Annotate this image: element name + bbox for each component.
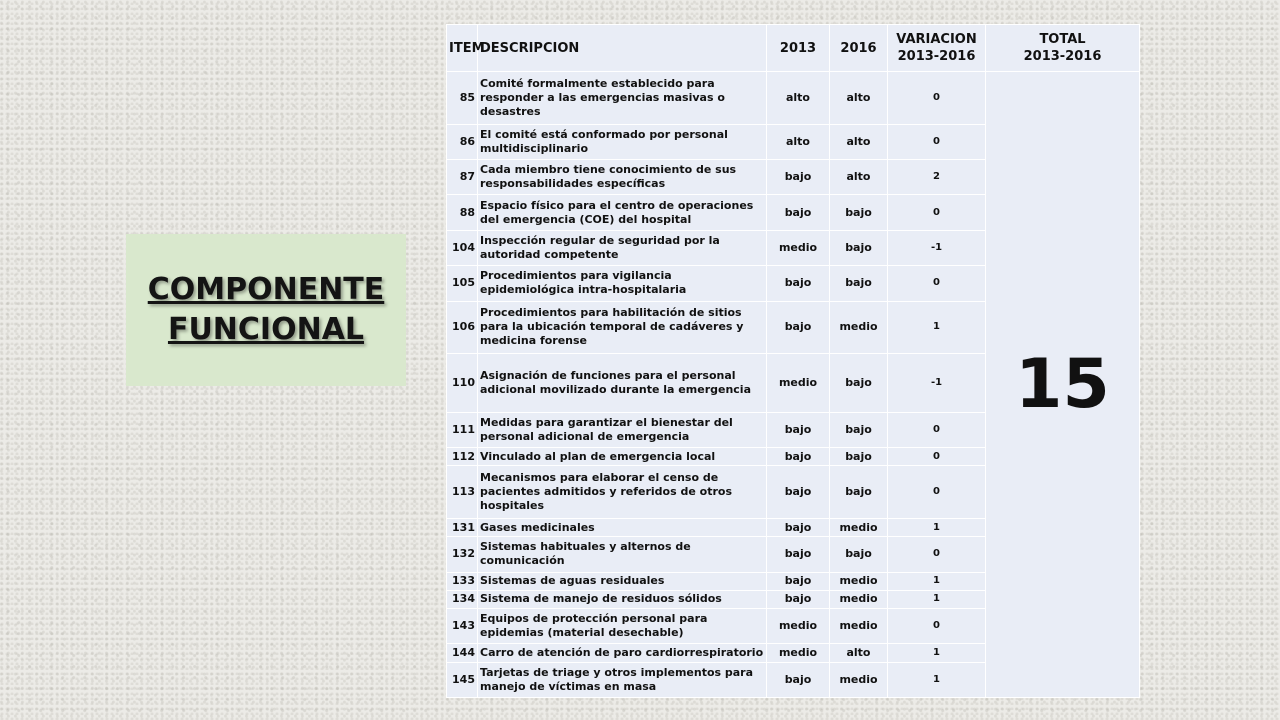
level-2013: bajo xyxy=(767,266,830,301)
header-variacion-line-1: VARIACION xyxy=(896,32,977,47)
header-item: ITEM xyxy=(447,25,478,72)
title-line-1: COMPONENTE xyxy=(147,272,385,307)
variation-value: 0 xyxy=(888,266,986,301)
level-2013: medio xyxy=(767,608,830,643)
variation-value: 0 xyxy=(888,195,986,230)
level-2013: bajo xyxy=(767,466,830,519)
level-2013: bajo xyxy=(767,572,830,590)
variation-value: 0 xyxy=(888,466,986,519)
header-total-line-1: TOTAL xyxy=(1039,32,1086,47)
item-number: 111 xyxy=(447,412,478,447)
item-description: El comité está conformado por personal multidisciplinario xyxy=(478,124,767,159)
table-row xyxy=(447,72,1140,125)
item-description: Medidas para garantizar el bienestar del personal adicional de emergencia xyxy=(478,412,767,447)
header-descripcion: DESCRIPCION xyxy=(478,25,767,72)
level-2016: bajo xyxy=(830,537,888,572)
variation-value: 0 xyxy=(888,448,986,466)
item-number: 104 xyxy=(447,230,478,265)
item-number: 133 xyxy=(447,572,478,590)
item-number: 131 xyxy=(447,518,478,536)
variation-value: 1 xyxy=(888,518,986,536)
item-description: Cada miembro tiene conocimiento de sus responsabilidades específicas xyxy=(478,159,767,194)
level-2013: medio xyxy=(767,230,830,265)
variation-value: 1 xyxy=(888,301,986,354)
title-line-2: FUNCIONAL xyxy=(167,312,365,347)
item-number: 132 xyxy=(447,537,478,572)
item-description: Mecanismos para elaborar el censo de pacientes admitidos y referidos de otros hospitales xyxy=(478,466,767,519)
level-2013: alto xyxy=(767,124,830,159)
item-description: Sistemas de aguas residuales xyxy=(478,572,767,590)
component-title xyxy=(148,270,385,350)
item-number: 110 xyxy=(447,354,478,413)
level-2016: alto xyxy=(830,159,888,194)
item-number: 106 xyxy=(447,301,478,354)
item-description: Sistemas habituales y alternos de comunicación xyxy=(478,537,767,572)
item-number: 144 xyxy=(447,644,478,662)
level-2016: bajo xyxy=(830,412,888,447)
level-2013: alto xyxy=(767,72,830,125)
total-value: 15 xyxy=(986,72,1140,698)
item-description: Carro de atención de paro cardiorrespiratorio xyxy=(478,644,767,662)
level-2016: bajo xyxy=(830,448,888,466)
item-description: Espacio físico para el centro de operaciones del emergencia (COE) del hospital xyxy=(478,195,767,230)
item-description: Inspección regular de seguridad por la autoridad competente xyxy=(478,230,767,265)
item-number: 112 xyxy=(447,448,478,466)
level-2013: bajo xyxy=(767,412,830,447)
variation-value: 1 xyxy=(888,572,986,590)
item-description: Procedimientos para vigilancia epidemiológica intra-hospitalaria xyxy=(478,266,767,301)
level-2013: bajo xyxy=(767,195,830,230)
level-2013: medio xyxy=(767,644,830,662)
level-2016: alto xyxy=(830,644,888,662)
level-2016: alto xyxy=(830,124,888,159)
item-number: 105 xyxy=(447,266,478,301)
level-2013: bajo xyxy=(767,301,830,354)
variation-value: 0 xyxy=(888,72,986,125)
level-2013: bajo xyxy=(767,518,830,536)
variation-value: -1 xyxy=(888,230,986,265)
variation-value: 1 xyxy=(888,590,986,608)
variation-value: -1 xyxy=(888,354,986,413)
level-2013: bajo xyxy=(767,662,830,697)
item-description: Tarjetas de triage y otros implementos para manejo de víctimas en masa xyxy=(478,662,767,697)
item-number: 134 xyxy=(447,590,478,608)
level-2016: medio xyxy=(830,301,888,354)
item-description: Comité formalmente establecido para responder a las emergencias masivas o desastres xyxy=(478,72,767,125)
variation-value: 2 xyxy=(888,159,986,194)
level-2016: bajo xyxy=(830,266,888,301)
variation-value: 1 xyxy=(888,644,986,662)
item-number: 85 xyxy=(447,72,478,125)
level-2013: medio xyxy=(767,354,830,413)
item-description: Sistema de manejo de residuos sólidos xyxy=(478,590,767,608)
item-number: 88 xyxy=(447,195,478,230)
variation-value: 0 xyxy=(888,537,986,572)
level-2016: medio xyxy=(830,590,888,608)
variation-value: 1 xyxy=(888,662,986,697)
items-table xyxy=(446,24,1140,698)
item-number: 87 xyxy=(447,159,478,194)
item-description: Gases medicinales xyxy=(478,518,767,536)
variation-value: 0 xyxy=(888,412,986,447)
item-description: Equipos de protección personal para epidemias (material desechable) xyxy=(478,608,767,643)
header-variacion-line-2: 2013-2016 xyxy=(897,49,976,64)
level-2013: bajo xyxy=(767,537,830,572)
title-panel xyxy=(126,234,406,386)
level-2016: bajo xyxy=(830,466,888,519)
level-2016: bajo xyxy=(830,230,888,265)
variation-value: 0 xyxy=(888,608,986,643)
header-total-line-2: 2013-2016 xyxy=(1023,49,1102,64)
level-2016: bajo xyxy=(830,195,888,230)
header-2016: 2016 xyxy=(830,25,888,72)
level-2016: bajo xyxy=(830,354,888,413)
level-2016: medio xyxy=(830,572,888,590)
level-2016: medio xyxy=(830,518,888,536)
level-2016: medio xyxy=(830,608,888,643)
item-description: Procedimientos para habilitación de sitios para la ubicación temporal de cadáveres y medicina forense xyxy=(478,301,767,354)
header-variacion xyxy=(888,25,986,72)
item-description: Vinculado al plan de emergencia local xyxy=(478,448,767,466)
header-row xyxy=(447,25,1140,72)
table-body xyxy=(447,72,1140,698)
level-2016: alto xyxy=(830,72,888,125)
level-2013: bajo xyxy=(767,590,830,608)
level-2013: bajo xyxy=(767,448,830,466)
item-description: Asignación de funciones para el personal adicional movilizado durante la emergencia xyxy=(478,354,767,413)
item-number: 145 xyxy=(447,662,478,697)
item-number: 86 xyxy=(447,124,478,159)
level-2016: medio xyxy=(830,662,888,697)
header-total xyxy=(986,25,1140,72)
variation-value: 0 xyxy=(888,124,986,159)
level-2013: bajo xyxy=(767,159,830,194)
header-2013: 2013 xyxy=(767,25,830,72)
item-number: 143 xyxy=(447,608,478,643)
item-number: 113 xyxy=(447,466,478,519)
